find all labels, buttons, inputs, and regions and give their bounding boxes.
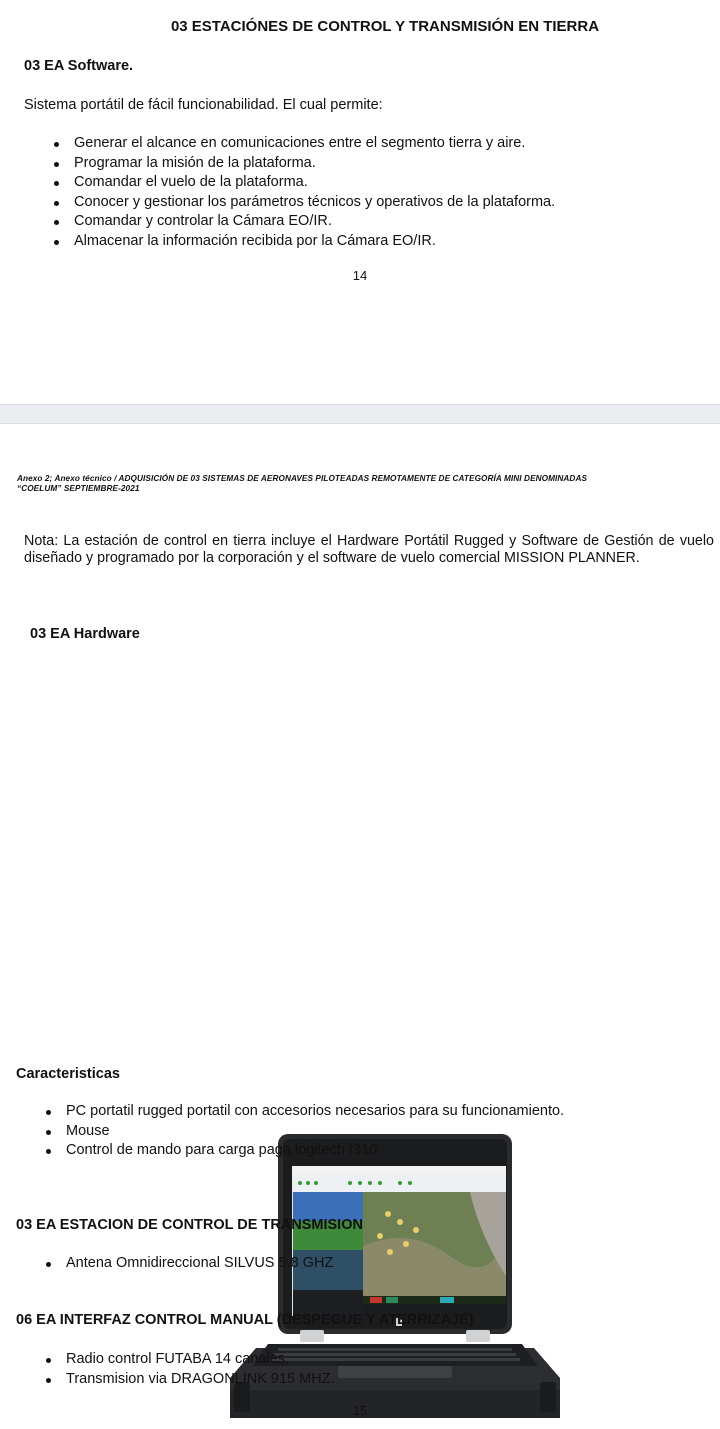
hardware-heading: 03 EA Hardware	[30, 626, 140, 642]
list-item: PC portatil rugged portatil con accesorios necesarios para su funcionamiento.	[44, 1102, 564, 1122]
list-item: Generar el alcance en comunicaciones entre el segmento tierra y aire.	[52, 134, 555, 154]
page-number: 14	[352, 268, 368, 283]
software-heading: 03 EA Software.	[24, 58, 134, 74]
list-item: Antena Omnidireccional SILVUS 5.8 GHZ	[44, 1254, 333, 1274]
page-14	[0, 0, 720, 404]
list-item: Almacenar la información recibida por la Cámara EO/IR.	[52, 232, 555, 252]
list-item: Programar la misión de la plataforma.	[52, 154, 555, 174]
annex-header	[17, 474, 707, 494]
annex-header-line-2: “COELUM” SEPTIEMBRE-2021	[17, 484, 140, 493]
section-title: 03 ESTACIÓNES DE CONTROL Y TRANSMISIÓN EN TIERRA	[170, 18, 600, 35]
list-item: Control de mando para carga paga logitech f310.	[44, 1141, 564, 1161]
manual-control-list	[44, 1350, 335, 1389]
list-item: Radio control FUTABA 14 canales.	[44, 1350, 335, 1370]
list-item: Mouse	[44, 1122, 564, 1142]
list-item: Conocer y gestionar los parámetros técnicos y operativos de la plataforma.	[52, 193, 555, 213]
software-intro: Sistema portátil de fácil funcionabilidad. El cual permite:	[24, 97, 383, 113]
software-bullet-list	[52, 134, 555, 251]
note-paragraph: Nota: La estación de control en tierra incluye el Hardware Portátil Rugged y Software de Gestión de vuelo diseñado y programado por la corporación y el software de vuelo comercial MISSION PLANNER.	[24, 533, 714, 566]
list-item: Comandar el vuelo de la plataforma.	[52, 173, 555, 193]
transmission-heading: 03 EA ESTACION DE CONTROL DE TRANSMISION	[16, 1217, 363, 1233]
transmission-list	[44, 1254, 333, 1274]
characteristics-heading: Caracteristicas	[16, 1066, 120, 1082]
page-separator	[0, 404, 720, 424]
page-number: 15	[352, 1403, 368, 1418]
page-15	[0, 424, 720, 1429]
manual-control-heading: 06 EA INTERFAZ CONTROL MANUAL (DESPEGUE Y ATERRIZAJE)	[16, 1312, 474, 1328]
list-item: Comandar y controlar la Cámara EO/IR.	[52, 212, 555, 232]
annex-header-line-1: Anexo 2; Anexo técnico / ADQUISICIÓN DE 03 SISTEMAS DE AERONAVES PILOTEADAS REMOTAMENTE DE CATEGORÍA MINI DENOMINADAS	[17, 474, 588, 483]
list-item: Transmision via DRAGONLINK 915 MHZ.	[44, 1370, 335, 1390]
characteristics-list	[44, 1102, 564, 1161]
